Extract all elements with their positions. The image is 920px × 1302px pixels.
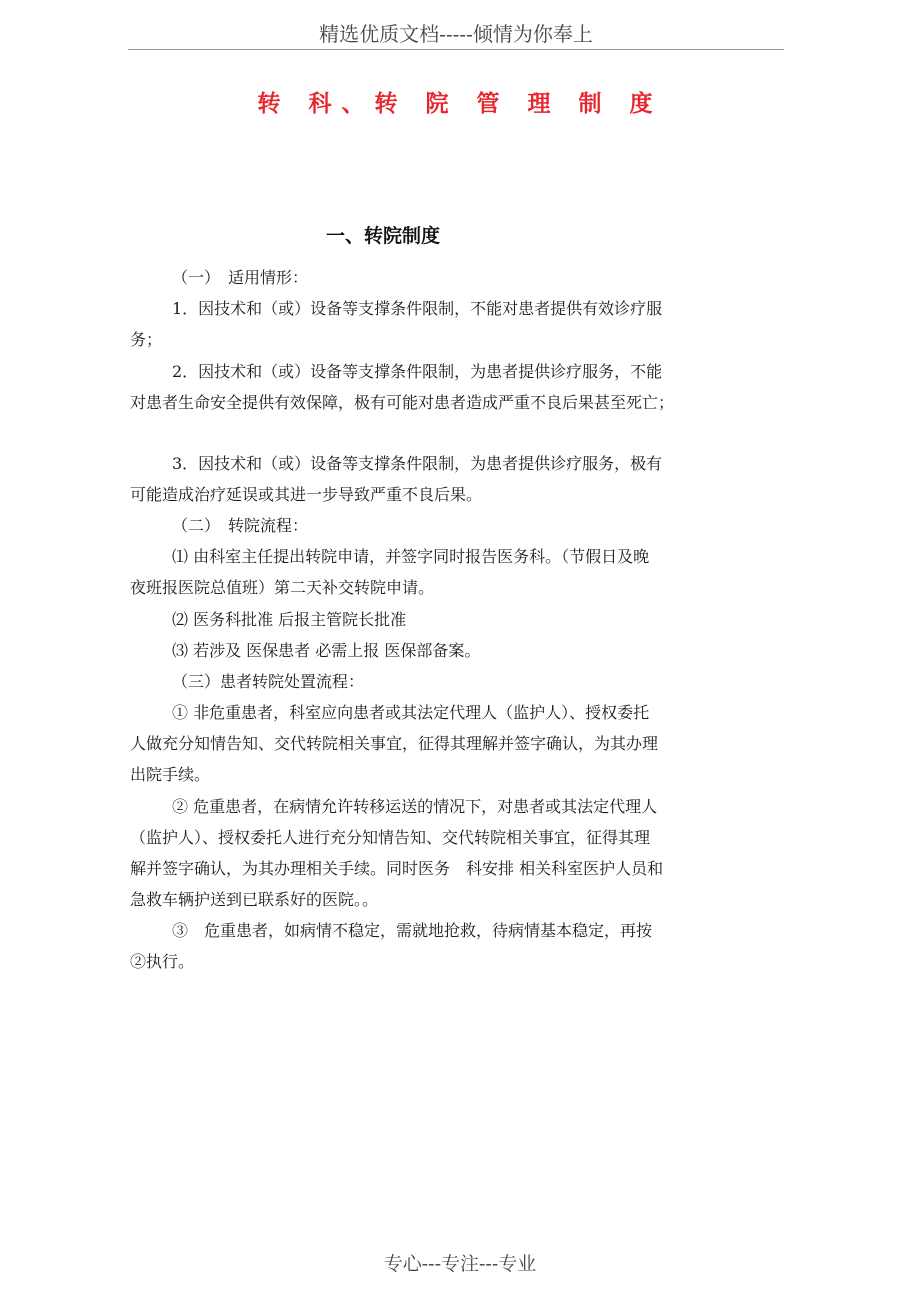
- paragraph-line: 夜班报医院总值班）第二天补交转院申请。: [130, 578, 435, 597]
- paragraph-line: ②执行。: [130, 952, 195, 971]
- paragraph-line: 解并签字确认，为其办理相关手续。同时医务 科安排 相关科室医护人员和: [130, 859, 664, 878]
- paragraph-line: ⑴ 由科室主任提出转院申请，并签字同时报告医务科。（节假日及晚: [172, 547, 650, 566]
- page-footer: 专心---专注---专业: [383, 1253, 537, 1275]
- header-divider: [128, 49, 784, 50]
- page-header: 精选优质文档-----倾情为你奉上: [319, 22, 593, 46]
- paragraph-line: 出院手续。: [130, 765, 211, 784]
- paragraph-line: 可能造成治疗延误或其进一步导致严重不良后果。: [130, 485, 483, 504]
- paragraph-line: 务；: [130, 330, 163, 349]
- paragraph-line: （监护人）、授权委托人进行充分知情告知、交代转院相关事宜，征得其理: [130, 828, 651, 847]
- paragraph-line: ② 危重患者，在病情允许转移运送的情况下，对患者或其法定代理人: [172, 797, 658, 816]
- paragraph-line: 2．因技术和（或）设备等支撑条件限制，为患者提供诊疗服务，不能: [172, 362, 663, 381]
- subsection-patient-handling: （三）患者转院处置流程：: [172, 672, 365, 691]
- subsection-applicable-cases: （一） 适用情形：: [172, 268, 309, 287]
- paragraph-line: 3．因技术和（或）设备等支撑条件限制，为患者提供诊疗服务，极有: [172, 454, 663, 473]
- paragraph-line: ① 非危重患者，科室应向患者或其法定代理人（监护人）、授权委托: [172, 703, 650, 722]
- paragraph-line: ⑵ 医务科批准 后报主管院长批准: [172, 610, 407, 629]
- section-heading: 一、转院制度: [326, 225, 441, 247]
- paragraph-line: ③ 危重患者，如病情不稳定，需就地抢救，待病情基本稳定，再按: [172, 921, 653, 940]
- paragraph-line: ⑶ 若涉及 医保患者 必需上报 医保部备案。: [172, 641, 481, 660]
- paragraph-line: 人做充分知情告知、交代转院相关事宜，征得其理解并签字确认，为其办理: [130, 734, 659, 753]
- paragraph-line: 急救车辆护送到已联系好的医院。。: [130, 890, 379, 909]
- subsection-transfer-process: （二） 转院流程：: [172, 516, 309, 535]
- paragraph-line: 1．因技术和（或）设备等支撑条件限制，不能对患者提供有效诊疗服: [172, 299, 663, 318]
- paragraph-line: 对患者生命安全提供有效保障，极有可能对患者造成严重不良后果甚至死亡；: [130, 393, 675, 412]
- document-title: 转 科、转 院 管 理 制 度: [257, 91, 663, 117]
